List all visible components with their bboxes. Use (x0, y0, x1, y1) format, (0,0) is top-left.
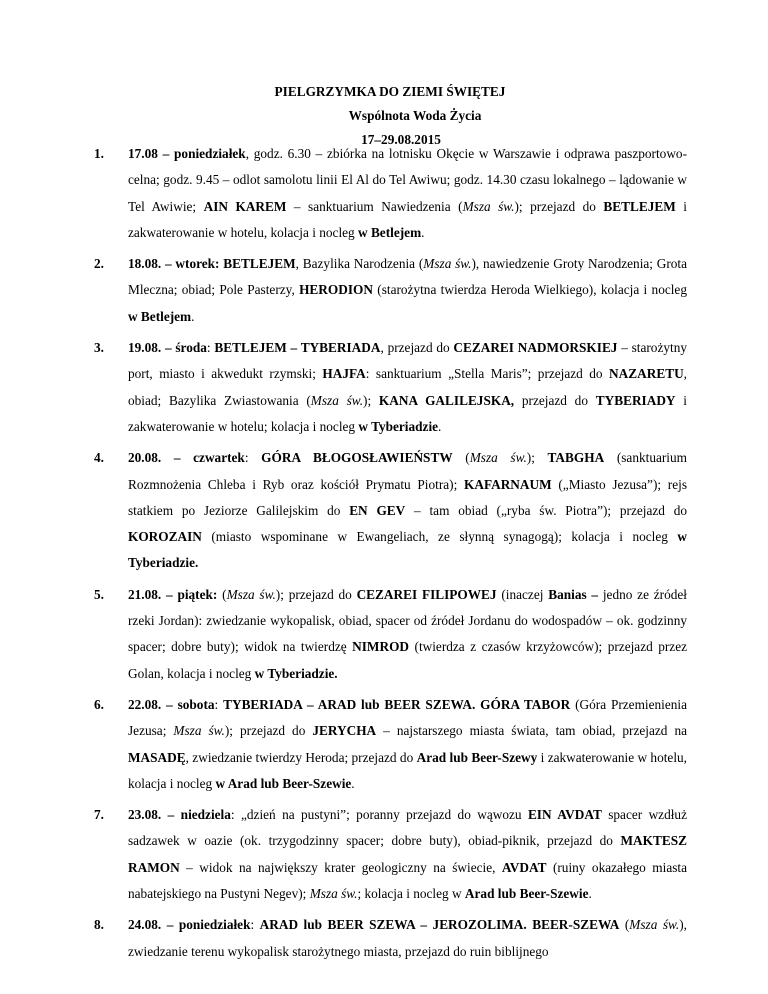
bold-text: 17.08 – poniedziałek (128, 146, 246, 161)
document-subtitle: Wspólnota Woda Życia (348, 108, 482, 123)
item-number: 7. (94, 807, 104, 823)
italic-text: Msza św. (462, 198, 515, 214)
itinerary-item (0, 912, 687, 965)
bold-text: 23.08. – niedziela (128, 807, 231, 823)
bold-text: NAZARETU (609, 366, 684, 382)
bold-text: Arad lub Beer-Szewy (416, 749, 538, 765)
bold-text: 18.08. – wtorek: BETLEJEM (128, 256, 296, 272)
italic-text: Msza św. (310, 392, 364, 408)
item-number: 6. (94, 696, 104, 712)
bold-text: JERYCHA (312, 723, 377, 739)
item-number: 3. (94, 340, 104, 356)
body-text: (sanktuarium Rozmnożenia Chleba i Ryb oraz kościół Prymatu Piotra); (128, 450, 687, 492)
body-text: – najstarszego miasta świata, tam obiad, przejazd na (376, 723, 687, 739)
bold-text: 24.08. – poniedziałek (128, 917, 251, 933)
body-text: (Góra Przemienienia Jezusa; (128, 696, 687, 739)
item-number: 4. (94, 450, 104, 466)
bold-text: TYBERIADA – ARAD lub BEER SZEWA. GÓRA TABOR (223, 696, 571, 712)
body-text: . (588, 886, 592, 902)
body-text: jedno ze źródeł rzeki Jordan): zwiedzanie wykopalisk, obiad, spacer od źródeł Jordanu do wodospadów – ok. godzinny spacer; dobre buty); widok na twierdzę (128, 586, 687, 655)
italic-text: Msza św. (309, 886, 358, 902)
body-text: : (214, 696, 224, 712)
body-text: – tam obiad („ryba św. Piotra”); przejazd do (405, 502, 687, 518)
body-text: , zwiedzanie twierdzy Heroda; przejazd do (185, 749, 417, 765)
bold-text: 21.08. – piątek: (128, 586, 218, 602)
item-number: 2. (94, 256, 104, 272)
bold-text: AVDAT (501, 859, 547, 875)
body-text: , obiad; Bazylika Zwiastowania ( (128, 366, 687, 408)
body-text: ), nawiedzenie Groty Narodzenia; Grota Mleczna; obiad; Pole Pasterzy, (128, 256, 688, 298)
body-text: , przejazd do (380, 340, 454, 356)
bold-text: w Betlejem (358, 224, 422, 240)
bold-text: EIN AVDAT (527, 807, 602, 823)
bold-text: BETLEJEM (603, 198, 676, 214)
bold-text: MAKTESZ RAMON (128, 833, 687, 875)
body-text: ); przejazd do (275, 586, 357, 602)
bold-text: w Arad lub Beer-Szewie (215, 775, 352, 791)
body-text: ), zwiedzanie terenu wykopalisk starożytnego miasta, przejazd do ruin biblijnego (128, 917, 687, 959)
body-text: : sanktuarium „Stella Maris”; przejazd do (365, 366, 610, 382)
itinerary-item (0, 582, 687, 687)
bold-text: CEZAREI NADMORSKIEJ (453, 340, 618, 356)
body-text: ( (217, 586, 227, 602)
bold-text: CEZAREI FILIPOWEJ (356, 586, 497, 602)
body-text: , Bazylika Narodzenia ( (295, 256, 424, 272)
body-text: . (438, 418, 442, 434)
body-text: – starożytny port, miasto i akwedukt rzymski; (128, 340, 688, 382)
body-text: (inaczej (496, 586, 549, 602)
body-text: . (351, 775, 355, 791)
item-number: 5. (94, 586, 104, 602)
itinerary-item (0, 692, 687, 797)
body-text: (ruiny okazałego miasta nabatejskiego na Pustyni Negev); (128, 859, 687, 902)
body-text: ); przejazd do (224, 723, 313, 739)
itinerary-list (0, 141, 768, 970)
bold-text: w Tyberiadzie. (128, 529, 687, 571)
body-text: i zakwaterowanie w hotelu; kolacja i nocleg (128, 392, 687, 434)
bold-text: 20.08. – czwartek (128, 450, 245, 466)
bold-text: w Tyberiadzie. (254, 665, 338, 681)
itinerary-item (0, 251, 687, 330)
bold-text: w Betlejem (128, 308, 192, 324)
italic-text: Msza św. (173, 723, 225, 739)
body-text: (twierdza z czasów krzyżowców); przejazd przez Golan, kolacja i nocleg (128, 639, 688, 681)
body-text: ( (452, 450, 470, 466)
italic-text: Msza św. (423, 256, 472, 272)
bold-text: TABGHA (547, 450, 605, 466)
bold-text: KAFARNAUM (464, 476, 552, 492)
bold-text: AIN KAREM (203, 198, 287, 214)
bold-text: EN GEV (349, 502, 406, 518)
body-text: ); (526, 450, 548, 466)
bold-text: w Tyberiadzie (358, 418, 439, 434)
itinerary-item (0, 141, 687, 246)
item-number: 8. (94, 917, 104, 933)
itinerary-item (0, 335, 687, 440)
body-text: : „dzień na pustyni”; poranny przejazd do wąwozu (230, 807, 528, 823)
document-title: PIELGRZYMKA DO ZIEMI ŚWIĘTEJ (274, 84, 506, 99)
bold-text: HAJFA (322, 366, 366, 382)
body-text: przejazd do (514, 392, 596, 408)
body-text: („Miasto Jezusa”); rejs statkiem po Jeziorze Galilejskim do (128, 476, 687, 518)
body-text: ); (363, 392, 379, 408)
document-dates: 17–29.08.2015 (361, 132, 441, 147)
body-text: – sanktuarium Nawiedzenia ( (286, 198, 463, 214)
bold-text: TYBERIADY (595, 392, 676, 408)
itinerary-item (0, 802, 687, 907)
italic-text: Msza św. (226, 586, 276, 602)
bold-text: NIMROD (352, 639, 410, 655)
body-text: ; kolacja i nocleg w (357, 886, 465, 902)
body-text: (miasto wspominane w Ewangeliach, ze słynną synagogą); kolacja i nocleg (201, 529, 678, 545)
bold-text: GÓRA BŁOGOSŁAWIEŃSTW (261, 450, 453, 466)
bold-text: BETLEJEM – TYBERIADA (214, 340, 381, 356)
body-text: , godz. 6.30 – zbiórka na lotnisku Okęcie w Warszawie i odprawa paszportowo-celna; godz. 9.45 – odlot samolotu linii El Al do Tel Awiwu; godz. 14.30 czasu lokalnego – lądowanie w Tel Awiwie; (128, 146, 687, 214)
body-text: (starożytna twierdza Heroda Wielkiego), kolacja i nocleg (372, 282, 687, 298)
bold-text: KANA GALILEJSKA, (378, 392, 515, 408)
bold-text: MASADĘ (128, 749, 186, 765)
itinerary-item (0, 445, 687, 576)
body-text: . (191, 308, 195, 324)
item-number: 1. (94, 146, 104, 161)
bold-text: Banias – (548, 586, 599, 602)
body-text: : (244, 450, 262, 466)
body-text: ( (619, 917, 630, 933)
bold-text: Arad lub Beer-Szewie (464, 886, 589, 902)
body-text: i zakwaterowanie w hotelu, kolacja i nocleg (128, 749, 687, 791)
italic-text: Msza św. (469, 450, 527, 466)
body-text: – widok na największy krater geologiczny na świecie, (179, 859, 502, 875)
body-text: : (206, 340, 215, 356)
bold-text: 22.08. – sobota (128, 696, 215, 712)
bold-text: ARAD lub BEER SZEWA – JEROZOLIMA. BEER-SZEWA (259, 917, 620, 933)
body-text: spacer wzdłuż sadzawek w oazie (ok. trzygodzinny spacer; dobre buty), obiad-piknik, przejazd do (128, 807, 687, 849)
bold-text: HERODION (299, 282, 373, 298)
bold-text: 19.08. – środa (128, 340, 207, 356)
body-text: . (421, 224, 425, 240)
body-text: i zakwaterowanie w hotelu, kolacja i nocleg (128, 198, 687, 240)
body-text: : (250, 917, 260, 933)
bold-text: KOROZAIN (128, 529, 202, 545)
body-text: ); przejazd do (514, 198, 604, 214)
italic-text: Msza św. (629, 917, 680, 933)
